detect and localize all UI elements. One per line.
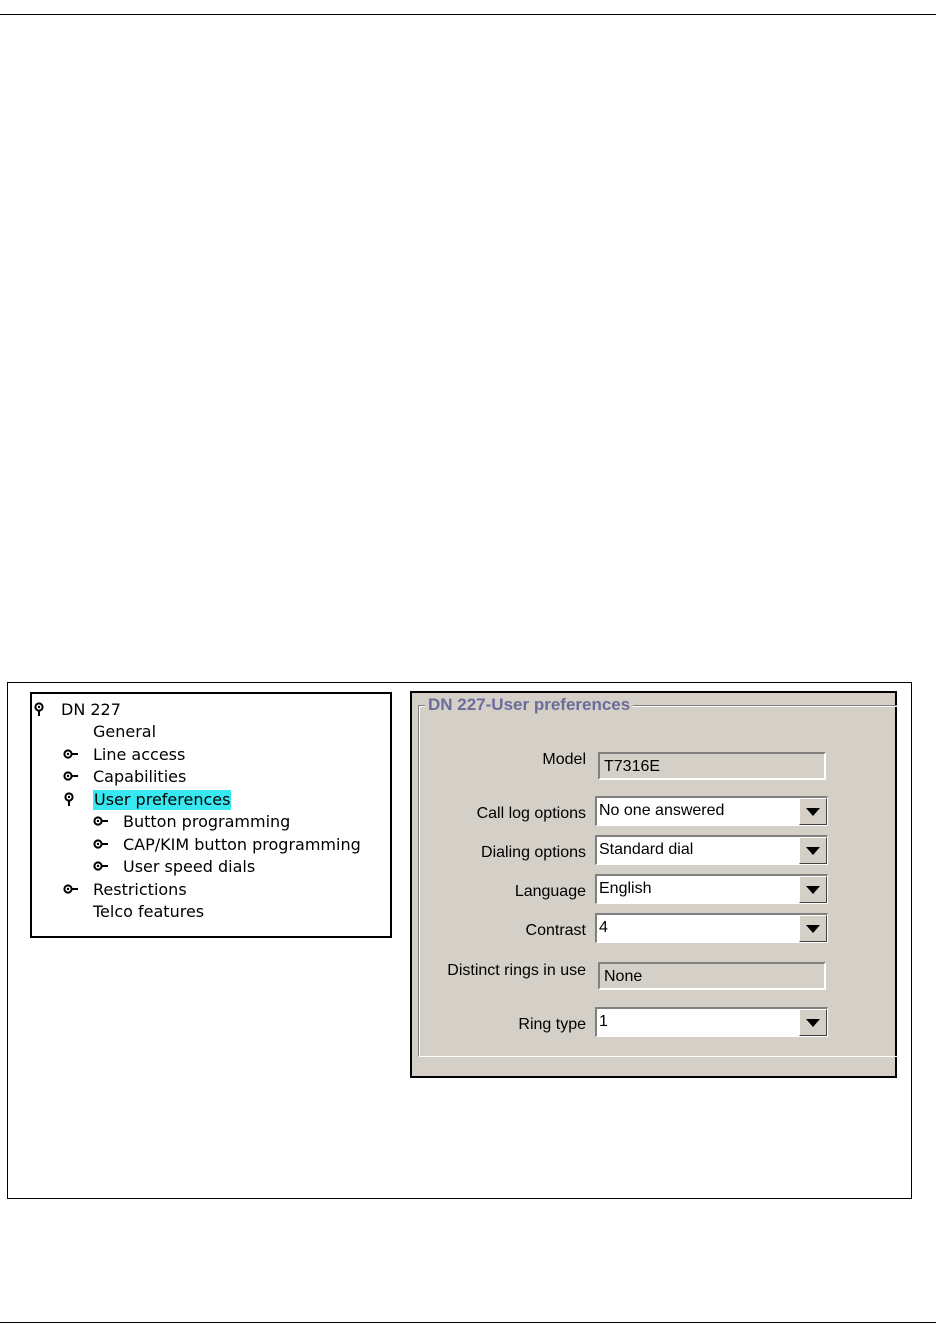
tree-item-label: Telco features [93, 902, 205, 921]
tree-collapsed-icon[interactable] [63, 883, 81, 897]
tree-item-label-selected: User preferences [94, 790, 231, 809]
tree-item-label: Capabilities [93, 767, 187, 786]
chevron-down-icon [806, 925, 820, 933]
ring-type-value: 1 [599, 1013, 608, 1030]
dialing-options-value: Standard dial [599, 841, 694, 858]
contrast-dropdown[interactable] [595, 913, 828, 943]
language-dropdown[interactable] [595, 874, 828, 904]
dialing-options-label: Dialing options [481, 844, 586, 861]
dropdown-button[interactable] [799, 837, 827, 864]
tree-item-line-access[interactable] [93, 745, 185, 765]
tree-item-label: User speed dials [123, 857, 256, 876]
tree-collapsed-icon[interactable] [93, 815, 111, 829]
chevron-down-icon [806, 847, 820, 855]
dialing-options-dropdown[interactable] [595, 835, 828, 865]
call-log-options-label: Call log options [476, 805, 586, 822]
tree-item-telco-features[interactable] [93, 902, 204, 922]
model-field: T7316E [598, 752, 826, 780]
tree-item-label: DN 227 [61, 700, 121, 719]
tree-item-general[interactable] [93, 722, 156, 742]
call-log-options-dropdown[interactable] [595, 796, 828, 826]
tree-item-cap-kim-button-programming[interactable] [123, 835, 361, 855]
ring-type-dropdown[interactable] [595, 1007, 828, 1037]
tree-collapsed-icon[interactable] [63, 748, 81, 762]
chevron-down-icon [806, 886, 820, 894]
dropdown-button[interactable] [799, 1009, 827, 1036]
tree-item-label: Restrictions [93, 880, 187, 899]
tree-item-button-programming[interactable] [123, 812, 290, 832]
tree-item-user-preferences[interactable] [93, 790, 231, 810]
dropdown-button[interactable] [799, 876, 827, 903]
page-header-rule [0, 14, 936, 15]
tree-collapsed-icon[interactable] [93, 838, 111, 852]
distinct-rings-field: None [598, 962, 826, 990]
chevron-down-icon [806, 1019, 820, 1027]
tree-item-restrictions[interactable] [93, 880, 187, 900]
tree-item-user-speed-dials[interactable] [123, 857, 255, 877]
tree-item-dn-227[interactable] [61, 700, 121, 720]
ring-type-label: Ring type [518, 1016, 586, 1033]
language-label: Language [514, 883, 586, 900]
chevron-down-icon [806, 808, 820, 816]
call-log-options-value: No one answered [599, 802, 725, 819]
panel-title: DN 227-User preferences [425, 695, 633, 715]
tree-collapsed-icon[interactable] [63, 770, 81, 784]
tree-item-capabilities[interactable] [93, 767, 186, 787]
page-footer-rule [0, 1322, 936, 1323]
contrast-label: Contrast [525, 922, 586, 939]
contrast-value: 4 [599, 919, 608, 936]
navigation-tree [30, 692, 392, 938]
model-label: Model [542, 751, 586, 768]
tree-item-label: General [93, 722, 157, 741]
tree-expanded-icon[interactable] [33, 702, 51, 716]
distinct-rings-label: Distinct rings in use [447, 962, 586, 979]
tree-collapsed-icon[interactable] [93, 860, 111, 874]
tree-item-label: Line access [93, 745, 186, 764]
dropdown-button[interactable] [799, 798, 827, 825]
tree-item-label: Button programming [123, 812, 291, 831]
dropdown-button[interactable] [799, 915, 827, 942]
tree-item-label: CAP/KIM button programming [123, 835, 361, 854]
user-preferences-panel [410, 691, 897, 1078]
language-value: English [599, 880, 652, 897]
tree-expanded-icon[interactable] [63, 792, 81, 806]
